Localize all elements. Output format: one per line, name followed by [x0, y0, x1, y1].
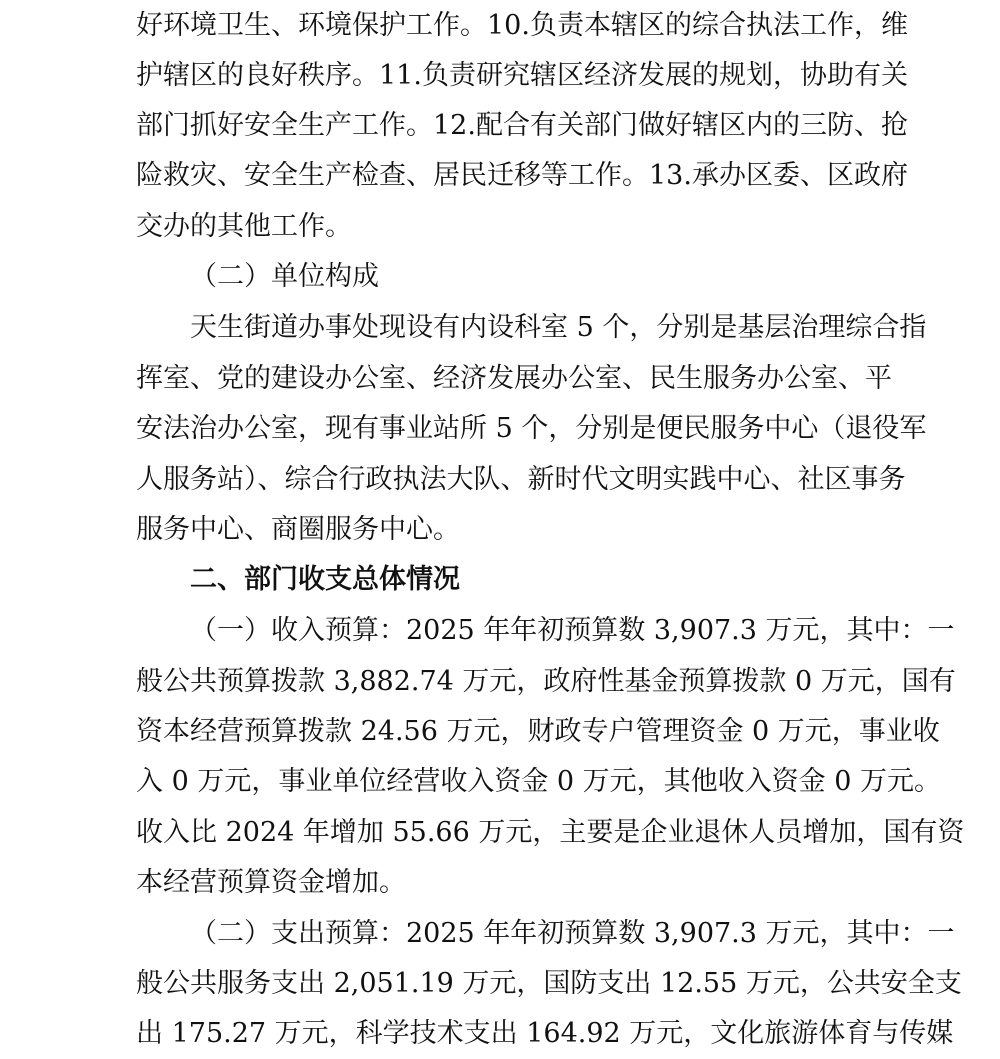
paragraph-line: 收入比 2024 年增加 55.66 万元，主要是企业退休人员增加，国有资	[136, 817, 965, 848]
paragraph-line: 般公共预算拨款 3,882.74 万元，政府性基金预算拨款 0 万元，国有	[136, 666, 956, 697]
paragraph-line: 安法治办公室，现有事业站所 5 个，分别是便民服务中心（退役军	[136, 413, 927, 444]
paragraph-line: （一）收入预算：2025 年年初预算数 3,907.3 万元，其中：一	[190, 615, 955, 646]
paragraph-line: 部门抓好安全生产工作。12.配合有关部门做好辖区内的三防、抢	[136, 110, 908, 141]
section-heading-revenue-expenditure: 二、部门收支总体情况	[190, 564, 460, 595]
paragraph-line: 般公共服务支出 2,051.19 万元，国防支出 12.55 万元，公共安全支	[136, 968, 962, 999]
paragraph-line: 天生街道办事处现设有内设科室 5 个，分别是基层治理综合指	[190, 312, 927, 343]
paragraph-line: 好环境卫生、环境保护工作。10.负责本辖区的综合执法工作，维	[136, 10, 908, 41]
paragraph-line: 资本经营预算拨款 24.56 万元，财政专户管理资金 0 万元，事业收	[136, 716, 940, 747]
paragraph-line: 护辖区的良好秩序。11.负责研究辖区经济发展的规划，协助有关	[136, 60, 908, 91]
paragraph-line: 险救灾、安全生产检查、居民迁移等工作。13.承办区委、区政府	[136, 160, 908, 191]
paragraph-line: 服务中心、商圈服务中心。	[136, 514, 460, 545]
paragraph-line: 出 175.27 万元，科学技术支出 164.92 万元，文化旅游体育与传媒	[136, 1018, 954, 1049]
paragraph-line: 本经营预算资金增加。	[136, 867, 406, 898]
section-subheading-unit-composition: （二）单位构成	[190, 261, 379, 292]
paragraph-line: （二）支出预算：2025 年年初预算数 3,907.3 万元，其中：一	[190, 918, 955, 949]
paragraph-line: 挥室、党的建设办公室、经济发展办公室、民生服务办公室、平	[136, 363, 892, 394]
paragraph-line: 入 0 万元，事业单位经营收入资金 0 万元，其他收入资金 0 万元。	[136, 766, 942, 797]
paragraph-line: 人服务站）、综合行政执法大队、新时代文明实践中心、社区事务	[136, 464, 906, 495]
paragraph-line: 交办的其他工作。	[136, 211, 352, 242]
